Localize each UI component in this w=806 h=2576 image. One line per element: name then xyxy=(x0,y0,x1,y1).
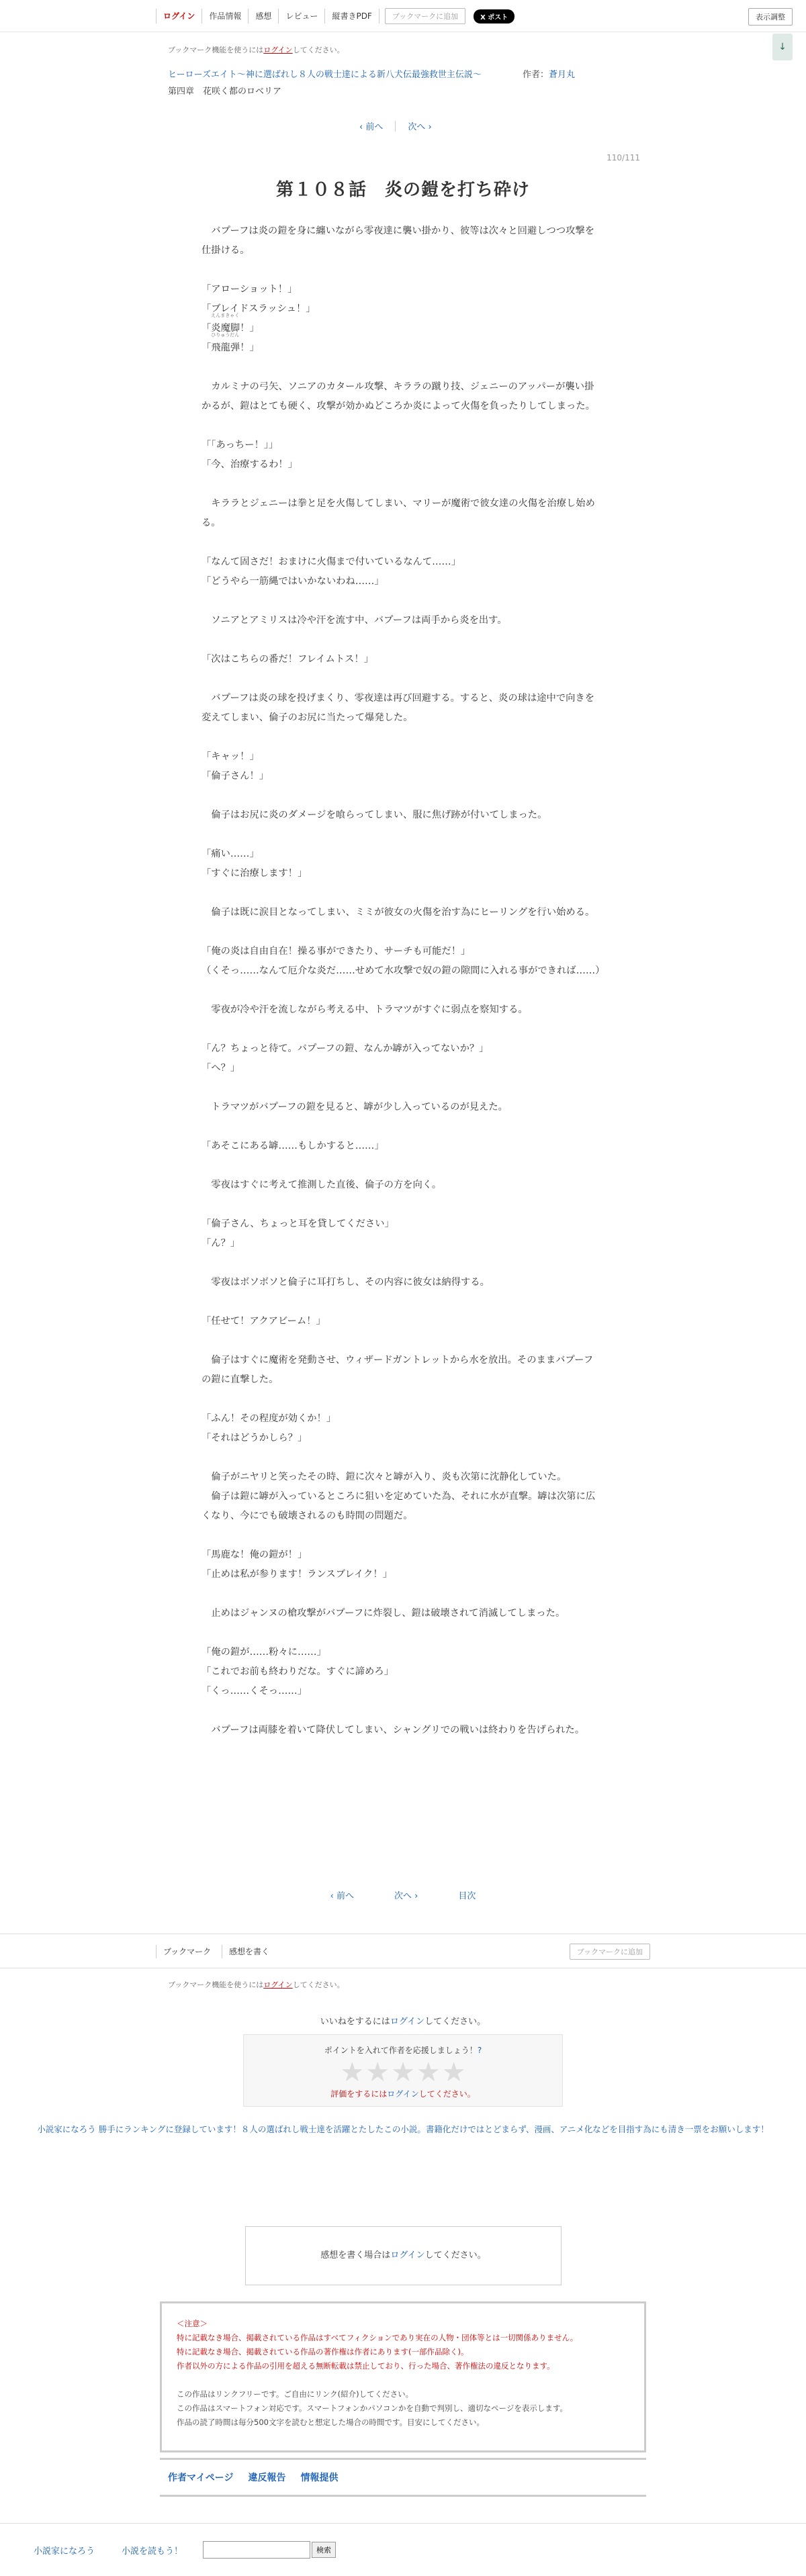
episode-counter: 110/111 xyxy=(607,153,640,162)
star-icon[interactable]: ★ xyxy=(365,2057,390,2088)
paragraph-gap xyxy=(202,591,602,611)
bottom-next-link[interactable]: 次へ › xyxy=(394,1891,418,1901)
rating-login-link[interactable]: ログイン xyxy=(387,2089,419,2099)
review-link[interactable]: レビュー xyxy=(278,9,324,23)
body-line: ソニアとアミリスは冷や汗を流す中、バプーフは両手から炎を出す。 xyxy=(202,615,507,626)
paragraph-gap xyxy=(202,1390,602,1409)
bottom-pager xyxy=(0,1889,806,1901)
vertical-pdf-link[interactable]: 縦書きPDF xyxy=(324,9,379,23)
body-line: 倫子は既に涙目となってしまい、ミミが彼女の火傷を治す為にヒーリングを行い始める。 xyxy=(202,907,595,918)
prev-link[interactable]: ‹ 前へ xyxy=(359,122,384,132)
star-icon[interactable]: ★ xyxy=(340,2057,365,2088)
paragraph-gap xyxy=(202,416,602,436)
caution-line: この作品はリンクフリーです。ご自由にリンク(紹介)してください。 xyxy=(177,2389,414,2399)
caution-line: 特に記載なき場合、掲載されている作品はすべてフィクションであり実在の人物・団体等とは一切関係ありません。 xyxy=(177,2333,578,2342)
ruby-word: 炎魔脚 えんまきゃく xyxy=(211,313,240,334)
body-line: 「へ？」 xyxy=(202,1063,240,1074)
body-line: 「なんて固さだ！おまけに火傷まで付いているなんて……」 xyxy=(202,557,461,567)
paragraph-gap xyxy=(202,884,602,903)
like-login-link[interactable]: ログイン xyxy=(390,2017,425,2027)
paragraph-gap xyxy=(202,1701,602,1721)
body-line: 「俺の炎は自由自在！操る事ができたり、サーチも可能だ！」 xyxy=(202,946,471,957)
rating-login-text: 評価をするには xyxy=(330,2089,388,2099)
paragraph-gap xyxy=(202,1195,602,1214)
bottom-index-link[interactable]: 目次 xyxy=(458,1891,476,1901)
display-settings-button[interactable]: 表示調整 xyxy=(748,8,793,26)
star-icon[interactable]: ★ xyxy=(416,2057,441,2088)
body-line: （くそっ……なんて厄介な炎だ……せめて水攻撃で奴の鎧の隙間に入れる事ができれば……） xyxy=(202,965,605,976)
body-line: 零夜はボソボソと倫子に耳打ちし、その内容に彼女は納得する。 xyxy=(202,1277,490,1288)
author-label: 作者： xyxy=(523,70,549,80)
ranking-promo-link[interactable]: 小説家になろう 勝手にランキングに登録しています！８人の選ばれし戦士達を活躍とたしたこの小説。書籍化だけではとどまらず、漫画、アニメ化などを目指す為にも清き一票をお願いします！ xyxy=(37,2124,769,2134)
body-line: 倫子は鎧に罅が入っているところに狙いを定めていた為、それに水が直撃。罅は次第に広くなり、今にでも破壊されるのも時間の問題だ。 xyxy=(202,1491,596,1521)
notice-login-link[interactable]: ログイン xyxy=(263,46,293,54)
work-info-link[interactable]: 作品情報 xyxy=(202,9,248,23)
notice-login-link-bottom[interactable]: ログイン xyxy=(263,1981,293,1989)
body-line: 「くっ……くそっ……」 xyxy=(202,1686,307,1697)
bookmark-login-notice-bottom xyxy=(168,1979,345,1990)
body-line: 「今、治療するわ！」 xyxy=(202,459,298,470)
paragraph-gap xyxy=(202,1078,602,1098)
star-icon[interactable]: ★ xyxy=(441,2057,466,2088)
like-text: いいねをするには xyxy=(320,2017,390,2027)
body-line: 「あそこにある罅……もしかすると……」 xyxy=(202,1141,384,1151)
pager-divider xyxy=(395,121,396,132)
body-line: 「ブレイドスラッシュ！」 xyxy=(202,303,316,314)
paragraph-gap xyxy=(202,1156,602,1176)
write-impression-tab[interactable]: 感想を書く xyxy=(222,1945,276,1958)
body-line: 止めはジャンヌの槍攻撃がバプーフに炸裂し、鎧は破壊されて消滅してしまった。 xyxy=(202,1608,566,1619)
body-line: 「痛い……」 xyxy=(202,849,259,859)
help-icon[interactable]: ? xyxy=(477,2046,482,2055)
body-line: 「任せて！アクアビーム！」 xyxy=(202,1316,326,1327)
rating-login-notice xyxy=(244,2088,562,2099)
body-line: 「倫子さん、ちょっと耳を貸してください」 xyxy=(202,1219,394,1229)
paragraph-gap xyxy=(202,981,602,1000)
body-line: 零夜が冷や汗を流しながら考える中、トラマツがすぐに弱点を察知する。 xyxy=(202,1004,528,1015)
point-prompt-text: ポイントを入れて作者を応援しましょう！ xyxy=(324,2046,478,2055)
paragraph-gap xyxy=(202,1292,602,1312)
point-prompt xyxy=(244,2044,562,2056)
ruby-word: 飛龍弾 ひりゅうだん xyxy=(211,332,240,353)
body-line: 「止めは私が参ります！ランスブレイク！」 xyxy=(202,1569,392,1580)
paragraph-gap xyxy=(202,1526,602,1545)
review-login-box xyxy=(245,2226,562,2285)
paragraph-gap xyxy=(202,922,602,942)
paragraph-gap xyxy=(202,358,602,377)
paragraph-gap xyxy=(202,1020,602,1039)
star-icon[interactable]: ★ xyxy=(391,2057,415,2088)
body-line: 「馬鹿な！俺の鎧が！」 xyxy=(202,1549,308,1560)
caution-line: この作品はスマートフォン対応です。スマートフォンかパソコンかを自動で判別し、適切なページを表示します。 xyxy=(177,2403,568,2413)
body-line: バプーフは炎の鎧を身に纏いながら零夜達に襲い掛かり、彼等は次々と回避しつつ攻撃を仕掛ける。 xyxy=(202,226,595,256)
top-pager xyxy=(359,120,432,132)
like-text-end: してください。 xyxy=(424,2017,486,2027)
paragraph-gap xyxy=(202,1448,602,1468)
notice-text-end: してください。 xyxy=(292,46,345,54)
body-line: 「ん？」 xyxy=(202,1238,240,1249)
paragraph-gap xyxy=(202,260,602,280)
author-info xyxy=(523,67,575,80)
paragraph-gap xyxy=(202,533,602,553)
chapter-title: 第四章 花咲く都のロベリア xyxy=(168,87,282,97)
paragraph-gap xyxy=(202,475,602,494)
body-line: 「倫子さん！」 xyxy=(202,771,269,781)
body-line: バプーフは両膝を着いて降伏してしまい、シャングリでの戦いは終わりを告げられた。 xyxy=(202,1725,585,1735)
narou-link[interactable]: 小説家になろう xyxy=(34,2546,95,2557)
top-bar xyxy=(0,0,806,32)
author-link[interactable]: 蒼月丸 xyxy=(549,70,576,80)
series-title-link[interactable]: ヒーローズエイト〜神に選ばれし８人の戦士達による新八犬伝最強救世主伝説〜 xyxy=(168,70,482,80)
bookmark-bar xyxy=(0,1934,806,1968)
body-line: 「ふん！その程度が効くか！」 xyxy=(202,1413,337,1424)
caution-line: 作者以外の方による作品の引用を超える無断転載は禁止しており、行った場合、著作権法の違反となります。 xyxy=(177,2361,555,2371)
paragraph-gap xyxy=(202,1584,602,1604)
search-input[interactable] xyxy=(203,2541,310,2559)
body-line: キララとジェニーは拳と足を火傷してしまい、マリーが魔術で彼女達の火傷を治療し始める。 xyxy=(202,498,595,528)
body-line: 「これでお前も終わりだな。すぐに諦めろ」 xyxy=(202,1666,394,1677)
bottom-prev-link[interactable]: ‹ 前へ xyxy=(330,1891,354,1901)
caution-line: 作品の読了時間は毎分500文字を読むと想定した場合の時間です。目安にしてください。 xyxy=(177,2418,485,2427)
episode-title: 第１０８話 炎の鎧を打ち砕け xyxy=(275,180,530,200)
notice-text-bottom: ブックマーク機能を使うには xyxy=(168,1981,264,1989)
review-text: 感想を書く場合は xyxy=(320,2250,391,2260)
point-rating-box xyxy=(243,2034,563,2107)
site-footer xyxy=(0,2523,806,2576)
body-line: 「炎魔脚 えんまきゃく ！」 xyxy=(202,319,602,338)
caution-heading: ＜注意＞ xyxy=(177,2319,208,2328)
rating-login-text-end: してください。 xyxy=(418,2089,476,2099)
body-line: 倫子はお尻に炎のダメージを喰らってしまい、服に焦げ跡が付いてしまった。 xyxy=(202,810,547,820)
caution-spacer xyxy=(177,2373,629,2387)
next-link[interactable]: 次へ › xyxy=(408,122,432,132)
body-line: 「すぐに治療します！」 xyxy=(202,868,308,879)
top-nav xyxy=(156,8,514,24)
body-line: 倫子はすぐに魔術を発動させ、ウィザードガントレットから水を放出。そのままバプーフの鎧に直撃した。 xyxy=(202,1355,594,1385)
scroll-down-icon[interactable]: ↓ xyxy=(772,34,793,60)
caution-line: 特に記載なき場合、掲載されている作品の著作権は作者にあります(一部作品除く)。 xyxy=(177,2347,469,2356)
paragraph-gap xyxy=(202,786,602,806)
body-line: 「どうやら一筋縄ではいかないわね……」 xyxy=(202,576,384,587)
body-line: 「アローショット！」 xyxy=(202,284,298,295)
ruby-reading: えんまきゃく xyxy=(211,313,240,318)
bookmark-tab[interactable]: ブックマーク xyxy=(156,1945,218,1958)
caution-box xyxy=(160,2301,646,2452)
notice-text-end-bottom: してください。 xyxy=(292,1981,345,1989)
novel-body xyxy=(202,222,605,1740)
info-link[interactable]: 情報提供 xyxy=(300,2473,339,2483)
like-login-notice xyxy=(0,2014,806,2027)
paragraph-gap xyxy=(202,825,602,845)
body-line: 倫子がニヤリと笑ったその時、鎧に次々と罅が入り、炎も次第に沈静化していた。 xyxy=(202,1472,567,1482)
login-link[interactable]: ログイン xyxy=(156,9,202,23)
body-line: 零夜はすぐに考えて推測した直後、倫子の方を向く。 xyxy=(202,1180,442,1190)
paragraph-gap xyxy=(202,1117,602,1137)
review-login-link[interactable]: ログイン xyxy=(390,2250,425,2260)
paragraph-gap xyxy=(202,669,602,689)
body-line: バプーフは炎の球を投げまくり、零夜達は再び回避する。すると、炎の球は途中で向きを変えてしまい、倫子のお尻に当たって爆発した。 xyxy=(202,693,595,723)
bookmark-add-button[interactable]: ブックマークに追加 xyxy=(385,8,465,24)
star-rating xyxy=(244,2058,562,2087)
body-line: 「キャッ！」 xyxy=(202,751,259,762)
body-line: 「俺の鎧が……粉々に……」 xyxy=(202,1647,326,1658)
paragraph-gap xyxy=(202,630,602,650)
ruby-reading: ひりゅうだん xyxy=(211,332,240,338)
paragraph-gap xyxy=(202,728,602,747)
body-line: トラマツがバプーフの鎧を見ると、罅が少し入っているのが見えた。 xyxy=(202,1102,508,1112)
yomou-link[interactable]: 小説を読もう！ xyxy=(122,2546,183,2557)
notice-text: ブックマーク機能を使うには xyxy=(168,46,264,54)
bookmark-login-notice xyxy=(168,44,345,55)
body-line: 「ん？ちょっと待て。バプーフの鎧、なんか罅が入ってないか？」 xyxy=(202,1043,489,1054)
x-post-button[interactable]: X ポスト xyxy=(474,9,514,23)
paragraph-gap xyxy=(202,1623,602,1643)
body-line: 「飛龍弾 ひりゅうだん ！」 xyxy=(202,338,602,358)
bookmark-add-button-bottom[interactable]: ブックマークに追加 xyxy=(570,1944,650,1960)
report-link[interactable]: 違反報告 xyxy=(248,2473,286,2483)
paragraph-gap xyxy=(202,1331,602,1351)
author-mypage-link[interactable]: 作者マイページ xyxy=(168,2473,234,2483)
footer-links xyxy=(160,2458,646,2497)
body-line: 「次はこちらの番だ！フレイムトス！」 xyxy=(202,654,373,665)
review-text-end: してください。 xyxy=(424,2250,486,2260)
body-line: 「それはどうかしら？」 xyxy=(202,1433,308,1443)
search-button[interactable]: 検索 xyxy=(312,2542,336,2558)
paragraph-gap xyxy=(202,1253,602,1273)
body-line: 「「あっちー！」」 xyxy=(202,440,279,450)
body-line: カルミナの弓矢、ソニアのカタール攻撃、キララの蹴り技、ジェニーのアッパーが襲い掛かるが、鎧はとても硬く、攻撃が効かぬどころか炎によって火傷を負ったりしてしまった。 xyxy=(202,381,595,412)
impressions-link[interactable]: 感想 xyxy=(248,9,278,23)
